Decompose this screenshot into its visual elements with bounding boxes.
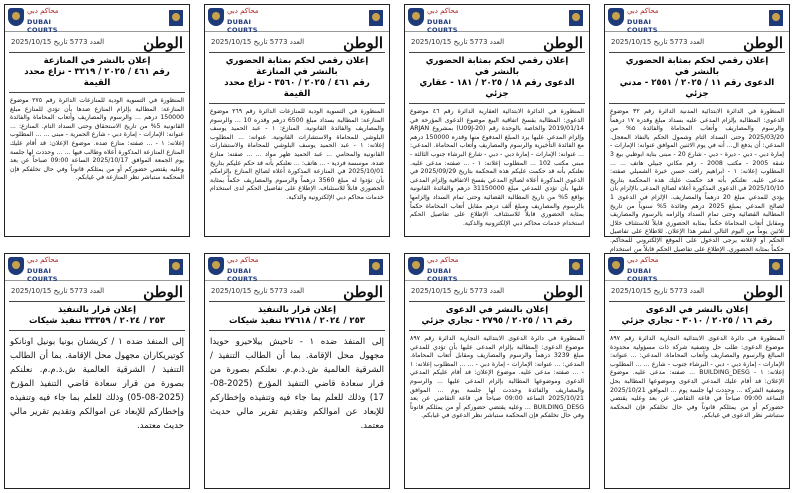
notice-execution-27618 [204,253,390,489]
notice-header [5,5,189,32]
notice-title: إعلان بالنشر في المنازعة [43,56,151,66]
notice-header [605,5,789,32]
notice-case-number: رقم ٤٦١ / ٢٠٢٥ / ٣٢١٩ - نزاع محدد القيمة [24,67,170,88]
newspaper-brand [205,34,389,52]
issue-info: العدد 5773 تاريخ 2025/10/15 [211,38,305,46]
newspaper-brand [605,34,789,52]
notice-header [405,5,589,32]
notice-title-band [209,301,385,331]
notice-case-number: ٢٥٣ / ٢٠٢٤ / ٣٣٣٥٩ تنفيذ شيكات [29,316,165,326]
notice-body: إلى المنفذ ضده ١ / كريشنان بونيا بونيل اونانكو كوتيريكاران مجهول محل الإقامة. بما أن الطالب التنفيذ / الشرقية العالمية ش.ذ.م.م. نعلنكم بصورة من قرار سعادة قاضي التنفيذ المؤرخ (2025-08-05) وذلك للعلم بما جاء فيه وتنفيذه وإخطاركم للإبعاد عن اموالكم وتقديم تقرير مالي حديث معتمد. [10,337,184,431]
notice-body: المنظورة في دائرة الدعوى الابتدائية التجارية الدائرة رقم ٨٩٧ موضوع الدعوى: المطالبة بإلزام المدعى عليها بأن تؤدي للمدعي مبلغ 3239 درهماً والرسوم والمصاريف ومقابل أتعاب المحاماة. المدعي: ... عنوانه: الإمارات - إمارة دبي - ... ... المطلوب إعلانه: ١ - ... صفته: مدعى عليه. موضوع الإعلان: قد أقام عليكم المدعي الدعوى وموضوعها المطالبة بإلزام المدعى عليها ... والرسوم والمصاريف والفائدة وحددت لها جلسة يوم ... الموافق 2025/10/21 الساعة 09:00 صباحاً في قاعة التقاضي عن بعد BUILDING_DESG ... وعليه يقتضي حضوركم أو من يمثلكم قانوناً وفي حال تخلفكم فإن المحكمة ستباشر نظر الدعوى في غيابكم. [410,335,584,420]
notice-body: المنظورة في الدائرة الابتدائية العقارية الدائرة رقم ٤٦ موضوع الدعوى: المطالبة بفسخ اتفاقية البيع موضوع الدعوى المؤرخة في 2019/01/14 والخاصة بالوحدة رقم (U09J-20) بمشروع ARJAN وإلزام المدعى عليها برد المبلغ المدفوع منها وقدره 150000 درهم مع الفائدة التأخيرية والرسوم والمصاريف وأتعاب المحاماة. المدعي: ... عنوانه: الإمارات - إمارة دبي - دبي - شارع البرشاء جنوب الثالثة - مبنى مكتب 102 ... المطلوب إعلانه: ١ - ... صفته: مدعى عليه. نعلنكم بأنه قد حكمت عليكم هذه المحكمة بتاريخ 2025/09/29 في الدعوى المذكورة أعلاه لصالح المدعي بفسخ الاتفاقية وإلزام المدعى عليها بأن تؤدي للمدعي مبلغ 31150000 درهم والفائدة القانونية بواقع 5% من تاريخ المطالبة القضائية وحتى تمام السداد وإلزامها بالرسوم والمصاريف ومبلغ ألف درهم مقابل أتعاب المحاماة حكماً بمثابة الحضوري قابلاً للاستئناف. الإطلاع على تفاصيل الحكم استخدام خدمات محاكم دبي الإلكترونية والذكية. [410,108,585,227]
notice-header [205,5,389,32]
notice-case-number: رقم ١٦ / ٢٠٢٥ / ٣٠١٠ - تجاري جزئي [621,316,773,326]
notice-title: إعلان قرار بالتنفيذ [257,305,337,315]
notice-commercial-3010 [604,253,790,489]
notice-title-band [609,52,785,104]
notice-body: إلى المنفذ ضده ١ - تاحيش بيلاحيرو حويدا مجهول محل الإقامة. بما أن الطالب التنفيذ / الشرقية العالمية ش.ذ.م.م. نعلنكم بصورة من قرار سعادة قاضي التنفيذ المؤرخ (2025-08-17) وذلك للعلم بما جاء فيه وتنفيذه وإخطاركم للإبعاد عن اموالكم وتقديم تقرير مالي حديث معتمد. [210,337,384,431]
notice-title-band [409,52,585,104]
newspaper-name: الوطن [743,283,783,301]
issue-info: العدد 5773 تاريخ 2025/10/15 [611,287,705,295]
dubai-courts-logo: محاكم دبي DUBAI COURTS [8,256,70,278]
issue-info: العدد 5773 تاريخ 2025/10/15 [11,38,105,46]
notice-header [405,254,589,281]
notice-body: المنظورة في التسوية الودية للمنازعات الدائرة رقم ٢٧٥ موضوع المنازعة: المطالبة بإلزام المنازع ضدها بأن تؤدي للمنازع مبلغ 150000 درهم ... والرسوم والمصاريف وأتعاب المحاماة والفائدة القانونية 5% من تاريخ الاستحقاق وحتى السداد التام. المنازع: ... عنوانه: الإمارات - إمارة دبي - شارع الحمرية - مبنى ... ... المطلوب إعلانه: ١ - ... صفته: منازع ضده. موضوع الإعلان: قد أقام عليك المنازع المنازعة المذكورة أعلاه وطالب فيها ... ... وحددت لها جلسة يوم الجمعة الموافق 2025/10/17 الساعة 09:00 صباحاً عن بعد وعليه يقتضي حضوركم أو من يمثلكم قانوناً وفي حال تخلفكم فإن المحكمة ستباشر نظر المنازعة في غيابكم. [10,97,185,182]
dubai-courts-logo: محاكم دبي DUBAI COURTS [208,256,270,278]
notice-body: المنظورة في دائرة الدعوى الابتدائية التجارية الدائرة رقم ٨٩٧ موضوع الدعوى: طلب حل وتصفية شركة ذات مسؤولية محدودة المبالغ والرسوم والمصاريف وأتعاب المحاماة. المدعي: ... عنوانه: الإمارات - إمارة دبي - دبي - البرشاء جنوب - شارع ... ... المطلوب إعلانه: ١ - BUILDING_DESG ... صفته: مدعى عليه. موضوع الإعلان: قد أقام عليك المدعي الدعوى وموضوعها المطالبة بحل وتصفية الشركة ... وحددت لها جلسة يوم ... الموافق 2025/10/21 الساعة 09:00 صباحاً في قاعة التقاضي عن بعد وعليه يقتضي حضوركم أو من يمثلكم قانوناً وفي حال تخلفكم فإن المحكمة ستباشر نظر الدعوى في غيابكم. [610,335,784,420]
newspaper-name: الوطن [343,283,383,301]
dubai-courts-logo: محاكم دبي DUBAI COURTS [208,7,270,29]
notice-title-band [609,301,785,331]
newspaper-name: الوطن [143,34,183,52]
emblem-icon [567,256,585,278]
issue-info: العدد 5773 تاريخ 2025/10/15 [611,38,705,46]
notice-case-number: الدعوى رقم ١١ / ٢٠٢٥ / ٢٥٥١ - مدني جزئي [619,78,775,99]
emblem-icon [367,7,385,29]
notice-case-number: الدعوى رقم ١٨ / ٢٠٢٥ / ١٨١ - عقاري جزئي [419,78,575,99]
newspaper-brand [405,34,589,52]
dubai-courts-logo: محاكم دبي DUBAI COURTS [608,256,670,278]
notice-case-number: رقم ١٦ / ٢٠٢٥ / ٢٧٩٥ - تجاري جزئي [421,316,573,326]
issue-info: العدد 5773 تاريخ 2025/10/15 [11,287,105,295]
dubai-courts-logo: محاكم دبي DUBAI COURTS [408,7,470,29]
newspaper-name: الوطن [543,283,583,301]
dubai-courts-logo: محاكم دبي DUBAI COURTS [608,7,670,29]
dubai-courts-logo: محاكم دبي DUBAI COURTS [8,7,70,29]
notice-header [5,254,189,281]
newspaper-name: الوطن [743,34,783,52]
issue-info: العدد 5773 تاريخ 2025/10/15 [411,287,505,295]
issue-info: العدد 5773 تاريخ 2025/10/15 [211,287,305,295]
notice-title-band [9,301,185,331]
notice-execution-33359 [4,253,190,489]
notice-body: المنظورة في التسوية الودية للمنازعات الدائرة رقم ٢٦٩ موضوع المنازعة: المطالبة بسداد مبلغ 6500 درهم وقدره 10 ... والرسوم والمصاريف والفائدة القانونية. المنازع: ١ - عبد الحميد يوسف البلوشي للمحاماة والاستشارات القانونية. عنوانه: ... المطلوب إعلانه: ١ - عبد الحميد يوسف البلوشي للمحاماة والاستشارات القانونية والمحامي ... عبد الحميد ظهر مواد ... ... صفته: منازع ضده. موسسة فردية - ... هاتف: ... نعلنكم بأنه قد حكم عليكم بتاريخ 2025/10/01 في المنازعة المذكورة أعلاه لصالح المنازع بإلزامكم بأن تؤدوا له مبلغ 3560 درهماً والرسوم والمصاريف حكماً بمثابة الحضوري قابلاً للاستئناف. الإطلاع على تفاصيل الحكم لدى استخدام خدمات محاكم دبي الإلكترونية والذكية. [210,108,384,201]
newspaper-name: الوطن [543,34,583,52]
newspaper-brand [605,283,789,301]
notice-commercial-2795 [404,253,590,489]
notice-realestate-181 [404,4,590,237]
emblem-icon [167,7,185,29]
newspaper-name: الوطن [343,34,383,52]
newspaper-brand [5,34,189,52]
newspaper-name: الوطن [143,283,183,301]
notice-civil-2551 [604,4,790,253]
notice-dispute-3219 [4,4,190,237]
notice-header [205,254,389,281]
notice-title: إعلان بالنشر في الدعوى [645,305,749,315]
emblem-icon [567,7,585,29]
notice-title: إعلان بالنشر في الدعوى [445,305,549,315]
notice-title-band [9,52,185,93]
notice-header [605,254,789,281]
notice-title: إعلان قرار بالتنفيذ [57,305,137,315]
notice-body: المنظورة في الدائرة الابتدائية المدنية الدائرة رقم ٣٢ موضوع الدعوى: المطالبة بإلزام المدعى عليه بسداد مبلغ وقدره ١٧ درهماً والرسوم والمصاريف وأتعاب المحاماة والفائدة ٥% من 2025/03/20 وحتى السداد التام وشمول الحكم بالنفاذ المعجل. المدعي: أن يدفع ال... أنه في يوم الاثنين الموافق عنوانه: الإمارات - إمارة دبي - دبي - ديرة - دبي - شارع 20 - مبنى بناية ابوظبي بيع 3 شقة 2005 - مكتب 2008 - رقم مكاني جبيلي هاتف ... ... المطلوب إعلانه: ١ - ابراهيم رافت حسن خيرة الشميلي صفته: مدعى عليه. نعلنكم بأنه قد حكمت عليك هذه المحكمة بتاريخ 2025/10/10 في الدعوى المذكورة أعلاه لصالح المدعى بالإلزام بأن يؤدي للمدعي مبلغ 20 درهماً والمصاريف. الإلزام في الدعوى 1 لصالح المدعي بمبلغ 2025 درهم وفائدة 5% سنوياً من تاريخ المطالبة القضائية وحتى تمام السداد وإلزامه بالرسوم والمصاريف ومقابل أتعاب المحاماة حكماً بمثابة الحضوري قابلاً للاستئناف خلال ثلاثين يوماً من اليوم التالي لنشر هذا الإعلان. للاطلاع على تفاصيل الحكم أو لإعلانه يرجى الدخول على الموقع الإلكتروني للمحاكم. حكماً بمثابة الحضوري. الإطلاع على تفاصيل الحكم قابلاً من استخدام [610,108,784,253]
notice-case-number: رقم ٤٦١ / ٢٠٢٥ / ٣٥٦٠ - نزاع محدد القيمة [224,78,370,99]
notice-title-band [409,301,585,331]
notice-title: إعلان رقمي لحكم بمثابة الحضوري بالنشر في [425,56,569,77]
notice-case-number: ٢٥٣ / ٢٠٢٤ / ٢٧٦١٨ تنفيذ شيكات [229,316,365,326]
newspaper-brand [5,283,189,301]
emblem-icon [767,256,785,278]
notice-title: إعلان رقمي لحكم بمثابة الحضوري بالنشر في [625,56,769,77]
notice-dispute-3560 [204,4,390,237]
newspaper-brand [205,283,389,301]
emblem-icon [367,256,385,278]
emblem-icon [167,256,185,278]
notice-title: إعلان رقمي لحكم بمثابة الحضوري بالنشر في المنازعة [225,56,369,77]
issue-info: العدد 5773 تاريخ 2025/10/15 [411,38,505,46]
emblem-icon [767,7,785,29]
notice-title-band [209,52,385,104]
dubai-courts-logo: محاكم دبي DUBAI COURTS [408,256,470,278]
newspaper-brand [405,283,589,301]
